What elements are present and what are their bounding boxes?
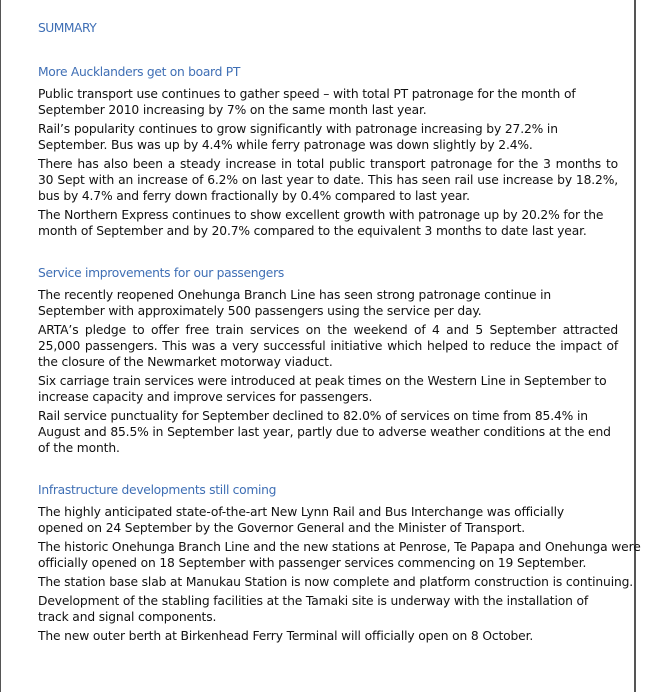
paragraph: Rail’s popularity continues to grow significantly with patronage increasing by 27.2% in September. Bus was up by 4.4% while ferry patronage was down slightly by 2.4%. <box>38 122 558 152</box>
paragraph: The Northern Express continues to show excellent growth with patronage up by 20.2% for the month of September and by 20.7% compared to the equivalent 3 months to date last year. <box>38 208 604 238</box>
section-heading-infrastructure: Infrastructure developments still coming <box>38 483 277 497</box>
paragraph: There has also been a steady increase in total public transport patronage for the 3 months to 30 Sept with an increase of 6.2% on last year to date. This has seen rail use increase by 18.2%, bus by 4.7% and ferry down fractionally by 0.4% compared to last year. <box>38 157 618 203</box>
section-heading-patronage: More Aucklanders get on board PT <box>38 65 241 79</box>
paragraph: The highly anticipated state-of-the-art New Lynn Rail and Bus Interchange was officially opened on 24 September by the Governor General and the Minister of Transport. <box>38 505 565 535</box>
section-service-improvements <box>38 265 638 456</box>
section-patronage <box>38 64 638 239</box>
section-infrastructure <box>38 482 641 644</box>
section-heading-service: Service improvements for our passengers <box>38 266 284 280</box>
summary-title: SUMMARY <box>38 21 97 35</box>
document-content <box>38 20 641 644</box>
paragraph: Development of the stabling facilities at the Tamaki site is underway with the installation of track and signal components. <box>38 594 589 624</box>
paragraph: The historic Onehunga Branch Line and the new stations at Penrose, Te Papapa and Onehunga were officially opened on 18 September with passenger services commencing on 19 September. <box>38 540 641 570</box>
paragraph: Six carriage train services were introduced at peak times on the Western Line in September to increase capacity and improve services for passengers. <box>38 374 607 404</box>
paragraph: The recently reopened Onehunga Branch Line has seen strong patronage continue in September with approximately 500 passengers using the service per day. <box>38 288 552 318</box>
paragraph: The station base slab at Manukau Station is now complete and platform construction is continuing. <box>38 575 634 589</box>
paragraph: Public transport use continues to gather speed – with total PT patronage for the month of September 2010 increasing by 7% on the same month last year. <box>38 87 576 117</box>
paragraph: ARTA’s pledge to offer free train services on the weekend of 4 and 5 September attracted 25,000 passengers. This was a very successful initiative which helped to reduce the impact of the closure of the Newmarket motorway viaduct. <box>38 323 618 369</box>
paragraph: The new outer berth at Birkenhead Ferry Terminal will officially open on 8 October. <box>38 629 534 643</box>
paragraph: Rail service punctuality for September declined to 82.0% of services on time from 85.4% in August and 85.5% in September last year, partly due to adverse weather conditions at the end of the month. <box>38 409 611 455</box>
